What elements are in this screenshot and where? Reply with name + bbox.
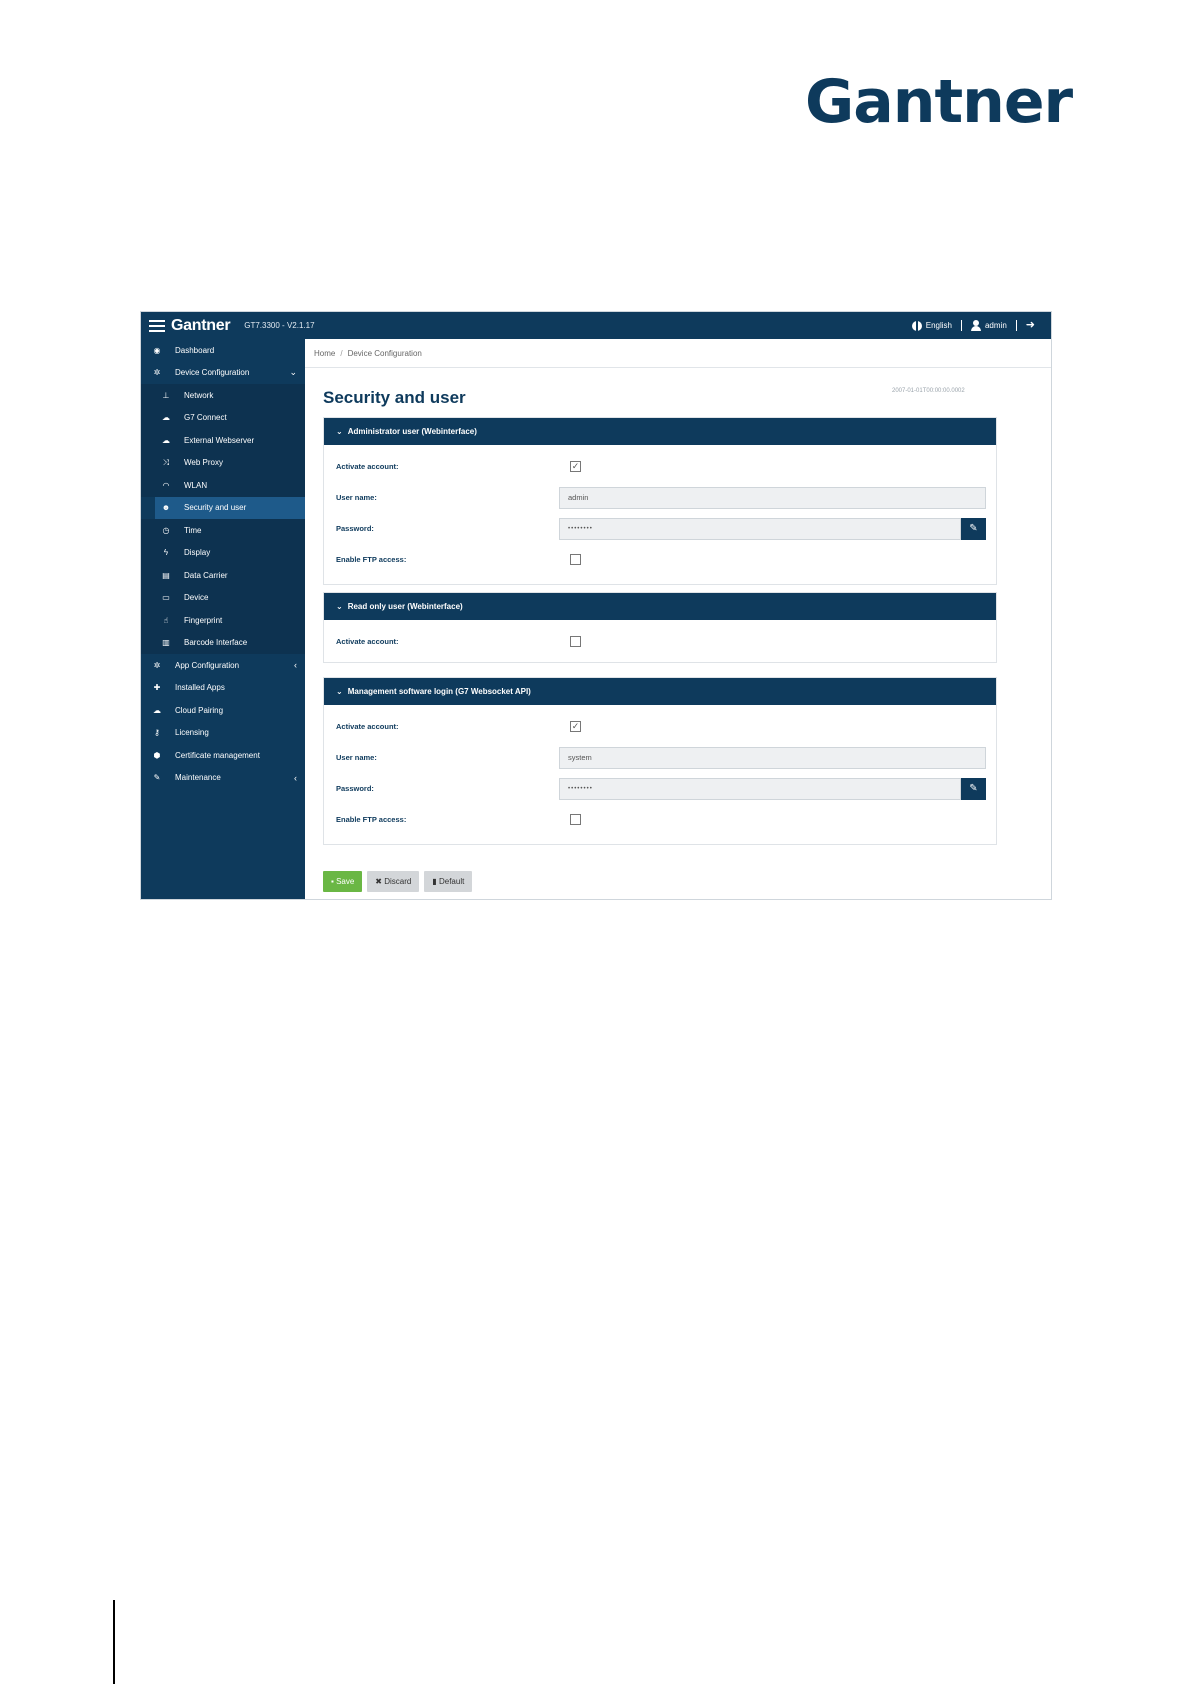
discard-button[interactable] <box>367 871 419 892</box>
page-title: Security and user <box>323 388 466 407</box>
puzzle-icon: ✚ <box>153 683 161 693</box>
sidebar-item-time[interactable] <box>141 519 305 542</box>
panel-header[interactable] <box>324 418 996 445</box>
divider <box>961 320 962 331</box>
device-version: GT7.3300 - V2.1.17 <box>244 321 315 330</box>
sidebar-item-label: Data Carrier <box>184 570 228 580</box>
enable-ftp-checkbox[interactable] <box>570 814 581 825</box>
sidebar-item-external-webserver[interactable] <box>141 429 305 452</box>
sidebar-item-label: Network <box>184 390 214 400</box>
app-brand: Gantner <box>171 316 231 334</box>
sidebar-item-label: Device <box>184 593 209 603</box>
id-card-icon: ▤ <box>162 570 170 580</box>
sidebar-item-label: App Configuration <box>175 660 240 670</box>
activate-account-checkbox[interactable]: ✓ <box>571 461 580 471</box>
field-label: User name: <box>336 493 377 502</box>
hand-icon: ☝ <box>163 615 169 625</box>
hamburger-menu-icon[interactable] <box>149 320 165 332</box>
chevron-left-icon: ‹ <box>294 660 297 671</box>
panel-management-software-login <box>323 677 997 845</box>
cogs-icon: ✲ <box>153 660 161 670</box>
sidebar-item-web-proxy[interactable] <box>141 452 305 475</box>
edit-password-button[interactable]: ✎ <box>961 518 986 540</box>
sidebar-item-wlan[interactable] <box>141 474 305 497</box>
password-input[interactable]: •••••••• <box>559 518 961 540</box>
password-input[interactable]: •••••••• <box>559 778 961 800</box>
sidebar-item-device-configuration[interactable] <box>141 362 305 385</box>
field-label: Activate account: <box>336 462 399 471</box>
network-icon: ⊥ <box>162 390 170 400</box>
default-button-label: Default <box>438 877 465 886</box>
sidebar-item-device[interactable] <box>141 587 305 610</box>
wifi-icon: ◠ <box>162 480 170 490</box>
chevron-down-icon: ⌄ <box>289 367 297 378</box>
sidebar-item-label: Certificate management <box>175 750 260 760</box>
sidebar-item-security-and-user[interactable] <box>155 497 305 520</box>
gantner-logo: Gantner <box>805 67 1073 137</box>
sidebar-item-licensing[interactable] <box>141 722 305 745</box>
sidebar-item-app-configuration[interactable] <box>141 654 305 677</box>
monitor-icon: ▭ <box>162 593 170 603</box>
floppy-icon: ▪ <box>331 877 337 886</box>
panel-administrator-user <box>323 417 997 585</box>
save-button-label: Save <box>336 877 355 886</box>
field-label: Password: <box>336 524 374 533</box>
sidebar-item-label: G7 Connect <box>184 413 227 423</box>
enable-ftp-checkbox[interactable] <box>570 554 581 565</box>
sidebar-item-label: Dashboard <box>175 345 215 355</box>
bolt-icon: ϟ <box>163 548 169 558</box>
main-content <box>305 368 1051 900</box>
gear-icon: ✲ <box>153 368 161 378</box>
panel-read-only-user <box>323 592 997 663</box>
action-buttons <box>323 871 472 892</box>
webinterface-screenshot <box>140 311 1052 900</box>
top-bar-right <box>912 320 1051 331</box>
activate-account-checkbox[interactable]: ✓ <box>571 721 580 731</box>
save-button[interactable] <box>323 871 362 892</box>
sidebar-item-label: Time <box>184 525 202 535</box>
field-label: Enable FTP access: <box>336 815 407 824</box>
timestamp: 2007-01-01T00:00:00.0002 <box>892 388 965 394</box>
chevron-down-icon: ⌄ <box>336 602 343 611</box>
breadcrumb <box>305 339 1051 368</box>
sidebar-item-label: Security and user <box>184 503 247 513</box>
form-row <box>324 773 996 804</box>
chevron-down-icon: ⌄ <box>336 427 343 436</box>
certificate-icon: ⬢ <box>153 750 161 760</box>
sidebar-item-maintenance[interactable] <box>141 767 305 790</box>
sidebar-item-label: External Webserver <box>184 435 255 445</box>
user-icon <box>971 320 981 331</box>
user-menu[interactable]: admin <box>984 321 1007 330</box>
sidebar-item-dashboard[interactable] <box>141 339 305 362</box>
clock-icon: ◷ <box>162 525 170 535</box>
sidebar-item-installed-apps[interactable] <box>141 677 305 700</box>
sidebar-item-label: Barcode Interface <box>184 638 248 648</box>
trash-icon: ▮ <box>432 877 439 886</box>
field-label: User name: <box>336 753 377 762</box>
panel-title: Management software login (G7 Websocket API) <box>347 687 531 696</box>
sidebar-item-label: Maintenance <box>175 773 221 783</box>
form-row <box>324 482 996 513</box>
form-row <box>324 626 996 657</box>
sidebar-item-barcode-interface[interactable] <box>141 632 305 655</box>
breadcrumb-current[interactable]: Device Configuration <box>347 348 422 358</box>
panel-header[interactable] <box>324 593 996 620</box>
default-button[interactable] <box>424 871 472 892</box>
panel-header[interactable] <box>324 678 996 705</box>
wrench-icon: ✎ <box>153 773 161 783</box>
sidebar-item-fingerprint[interactable] <box>141 609 305 632</box>
cloud-upload-icon: ☁ <box>162 435 170 445</box>
cloud-icon: ☁ <box>153 705 161 715</box>
divider <box>1016 320 1017 331</box>
breadcrumb-separator: / <box>340 348 343 358</box>
sidebar-item-label: Licensing <box>175 728 209 738</box>
sidebar-item-label: Device Configuration <box>175 368 250 378</box>
random-icon: ⤨ <box>162 457 170 467</box>
sidebar-item-cloud-pairing[interactable] <box>141 699 305 722</box>
cloud-upload-icon: ☁ <box>162 413 170 423</box>
breadcrumb-home[interactable]: Home <box>314 348 336 358</box>
sidebar-item-label: WLAN <box>184 480 208 490</box>
field-label: Activate account: <box>336 637 399 646</box>
sidebar-item-certificate-management[interactable] <box>141 744 305 767</box>
logout-icon[interactable]: ➜ <box>1025 319 1035 331</box>
sidebar-item-network[interactable] <box>141 384 305 407</box>
dashboard-icon: ◉ <box>153 345 161 355</box>
globe-icon <box>912 321 922 331</box>
form-row <box>324 451 996 482</box>
sidebar-item-label: Display <box>184 548 211 558</box>
field-label: Enable FTP access: <box>336 555 407 564</box>
form-row <box>324 804 996 835</box>
username-input[interactable]: admin <box>559 487 986 509</box>
close-icon: ✖ <box>375 877 385 886</box>
field-label: Activate account: <box>336 722 399 731</box>
chevron-left-icon: ‹ <box>294 772 297 783</box>
field-label: Password: <box>336 784 374 793</box>
barcode-icon: ▥ <box>162 638 170 648</box>
sidebar-item-label: Web Proxy <box>184 458 223 468</box>
sidebar-item-label: Cloud Pairing <box>175 705 224 715</box>
panel-title: Read only user (Webinterface) <box>347 602 463 611</box>
language-selector[interactable]: English <box>925 321 952 330</box>
chevron-down-icon: ⌄ <box>336 687 343 696</box>
sidebar <box>141 339 305 900</box>
activate-account-checkbox[interactable] <box>570 636 581 647</box>
sidebar-item-data-carrier[interactable] <box>141 564 305 587</box>
top-bar <box>141 312 1051 339</box>
key-icon: ⚷ <box>154 728 160 738</box>
username-input[interactable]: system <box>559 747 986 769</box>
form-row <box>324 544 996 575</box>
form-row <box>324 742 996 773</box>
edit-password-button[interactable]: ✎ <box>961 778 986 800</box>
users-icon: ☻ <box>161 503 171 513</box>
sidebar-item-g7-connect[interactable] <box>141 407 305 430</box>
form-row <box>324 513 996 544</box>
sidebar-item-label: Fingerprint <box>184 615 223 625</box>
sidebar-item-label: Installed Apps <box>175 683 225 693</box>
discard-button-label: Discard <box>384 877 412 886</box>
page-margin-rule <box>113 1600 115 1684</box>
form-row <box>324 711 996 742</box>
sidebar-item-display[interactable] <box>141 542 305 565</box>
panel-title: Administrator user (Webinterface) <box>347 427 477 436</box>
